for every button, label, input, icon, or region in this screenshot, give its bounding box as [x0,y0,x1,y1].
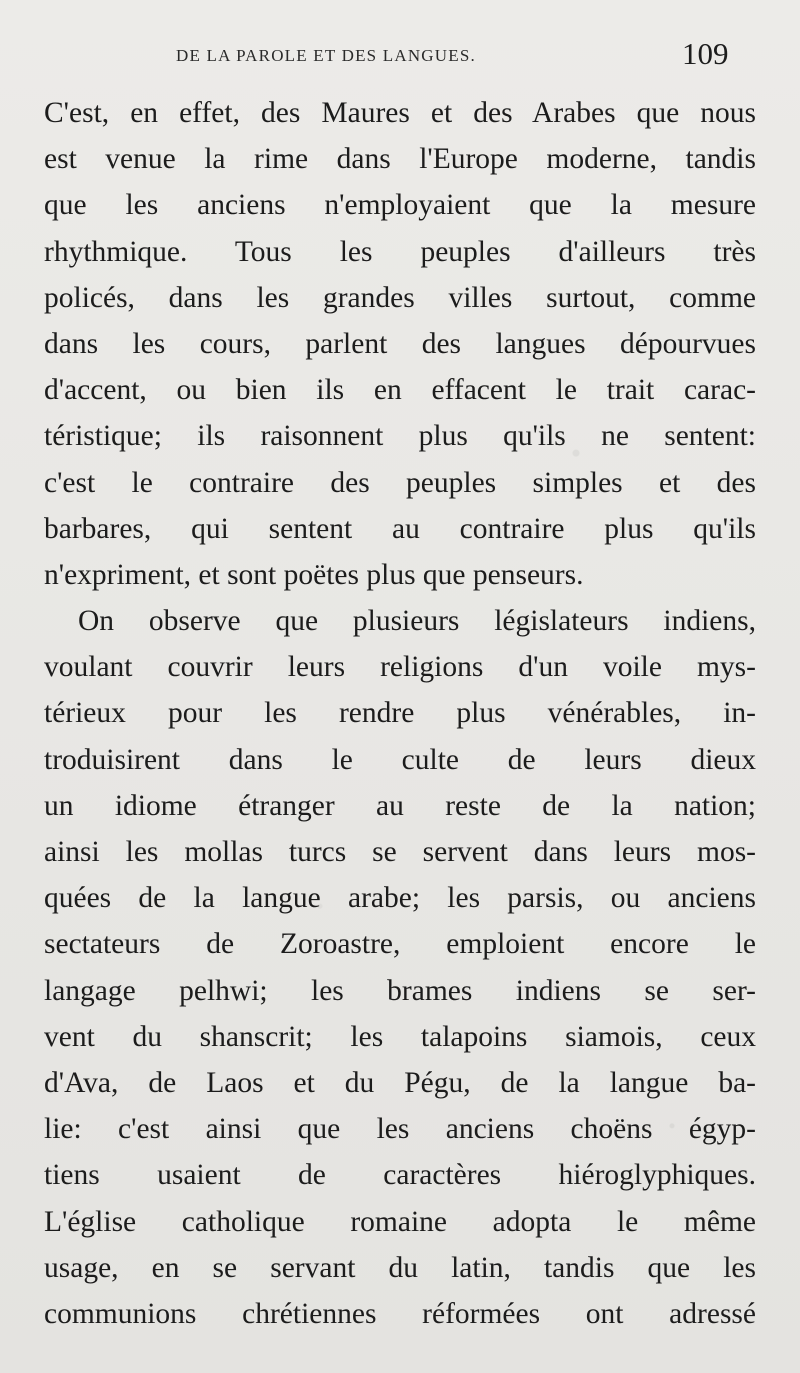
text-line: téristique; ils raisonnent plus qu'ils ne sentent: [44,420,756,453]
text-line: voulant couvrir leurs religions d'un voile mys- [44,651,756,684]
text-line: sectateurs de Zoroastre, emploient encore le [44,928,756,961]
text-line: troduisirent dans le culte de leurs dieux [44,743,756,776]
text-line: vent du shanscrit; les talapoins siamois, ceux [44,1020,756,1053]
text-line: n'expriment, et sont poëtes plus que penseurs. [44,558,584,591]
text-line: que les anciens n'employaient que la mesure [44,189,756,222]
text-line: L'église catholique romaine adopta le même [44,1205,756,1238]
running-head [0,36,800,82]
text-line: térieux pour les rendre plus vénérables, in- [44,697,756,730]
text-line: c'est le contraire des peuples simples et des [44,466,756,499]
text-line: dans les cours, parlent des langues dépourvues [44,327,756,360]
text-line: On observe que plusieurs législateurs indiens, [78,605,756,638]
text-line: lie: c'est ainsi que les anciens choëns égyp- [44,1113,756,1146]
text-line: langage pelhwi; les brames indiens se ser- [44,974,756,1007]
page-number: 109 [682,36,729,71]
text-line: ainsi les mollas turcs se servent dans leurs mos- [44,836,756,868]
text-line: tiens usaient de caractères hiéroglyphiques. [44,1159,756,1192]
text-line: d'Ava, de Laos et du Pégu, de la langue ba- [44,1066,756,1099]
text-line: usage, en se servant du latin, tandis que les [44,1251,756,1284]
text-line: un idiome étranger au reste de la nation; [44,789,756,822]
running-title: DE LA PAROLE ET DES LANGUES. [176,46,476,65]
text-line: est venue la rime dans l'Europe moderne, tandis [44,143,756,176]
text-line: C'est, en effet, des Maures et des Arabes que nous [44,97,756,129]
body-text [44,90,756,1337]
text-line: communions chrétiennes réformées ont adressé [44,1297,756,1330]
text-line: quées de la langue arabe; les parsis, ou anciens [44,882,756,915]
text-line: d'accent, ou bien ils en effacent le trait carac- [44,374,756,407]
text-line: barbares, qui sentent au contraire plus qu'ils [44,512,756,545]
text-line: policés, dans les grandes villes surtout, comme [44,281,756,314]
text-line: rhythmique. Tous les peuples d'ailleurs très [44,235,756,268]
